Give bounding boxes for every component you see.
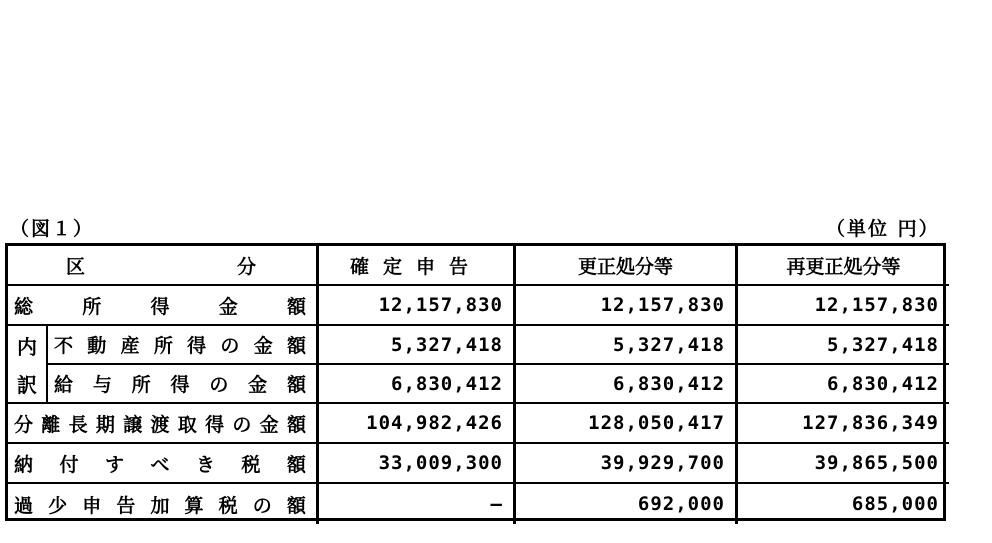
figure-caption: （図１） <box>10 218 95 240</box>
label-char: 額 <box>286 494 306 517</box>
label-char: 税 <box>241 453 261 476</box>
label-char: き <box>195 453 215 476</box>
value-cell: 39,929,700 <box>516 444 738 484</box>
label-char: 得 <box>205 413 225 436</box>
label-char: 得 <box>150 295 170 318</box>
value-cell: 33,009,300 <box>319 444 516 484</box>
value-cell: ― <box>319 484 516 524</box>
value-cell: 12,157,830 <box>738 286 949 326</box>
header-category-char: 区 <box>66 255 86 278</box>
label-char: べ <box>150 453 170 476</box>
row-label-real-estate-income <box>48 326 319 365</box>
label-char: 取 <box>177 413 197 436</box>
row-label-tax-payable <box>8 444 319 484</box>
row-label-salary-income <box>48 365 319 404</box>
value-cell: 12,157,830 <box>319 286 516 326</box>
label-char: 額 <box>286 413 306 436</box>
value-cell: 6,830,412 <box>516 365 738 404</box>
label-char: の <box>209 374 229 396</box>
label-char: 付 <box>59 453 79 476</box>
label-char: 金 <box>259 413 279 436</box>
label-char: 少 <box>48 494 68 517</box>
value-cell: 127,836,349 <box>738 404 949 444</box>
value-cell: 692,000 <box>516 484 738 524</box>
row-label-underpayment-penalty <box>8 484 319 524</box>
income-table <box>5 243 946 521</box>
header-category-char: 分 <box>236 255 256 278</box>
label-char: の <box>220 335 240 357</box>
value-cell: 12,157,830 <box>516 286 738 326</box>
header-saikousei: 再更正処分等 <box>738 246 949 286</box>
value-cell: 5,327,418 <box>319 326 516 365</box>
breakdown-label-top: 内 <box>8 326 48 365</box>
label-char: の <box>252 494 272 517</box>
label-char: 得 <box>170 374 190 396</box>
value-cell: 5,327,418 <box>516 326 738 365</box>
label-char: 長 <box>68 413 88 436</box>
value-cell: 104,982,426 <box>319 404 516 444</box>
label-char: 所 <box>82 295 102 318</box>
row-label-separate-long-term-transfer <box>8 404 319 444</box>
label-char: 譲 <box>123 413 143 436</box>
label-char: 金 <box>253 335 273 357</box>
value-cell: 6,830,412 <box>319 365 516 404</box>
label-char: 所 <box>131 374 151 396</box>
header-kakutei: 確定申告 <box>319 246 516 286</box>
label-char: 所 <box>153 335 173 357</box>
label-char: の <box>232 413 252 436</box>
header-category <box>8 246 319 286</box>
label-char: 与 <box>92 374 112 396</box>
label-char: す <box>104 453 124 476</box>
label-char: 額 <box>286 374 306 396</box>
value-cell: 128,050,417 <box>516 404 738 444</box>
label-char: 税 <box>218 494 238 517</box>
label-char: 分 <box>14 413 34 436</box>
label-char: 額 <box>286 335 306 357</box>
label-char: 動 <box>87 335 107 357</box>
label-char: 額 <box>286 295 306 318</box>
label-char: 得 <box>187 335 207 357</box>
label-char: 過 <box>14 494 34 517</box>
row-label-total-income <box>8 286 319 326</box>
label-char: 不 <box>54 335 74 357</box>
label-char: 加 <box>150 494 170 517</box>
value-cell: 685,000 <box>851 493 939 515</box>
value-cell: 5,327,418 <box>738 326 949 365</box>
label-char: 納 <box>14 453 34 476</box>
label-char: 金 <box>218 295 238 318</box>
label-char: 総 <box>14 295 34 318</box>
breakdown-label-bottom: 訳 <box>8 365 48 404</box>
label-char: 告 <box>116 494 136 517</box>
label-char: 渡 <box>150 413 170 436</box>
label-char: 離 <box>41 413 61 436</box>
label-char: 申 <box>82 494 102 517</box>
unit-caption: （単位 円） <box>826 218 940 240</box>
label-char: 給 <box>54 374 74 396</box>
label-char: 額 <box>286 453 306 476</box>
value-cell: 6,830,412 <box>738 365 949 404</box>
label-char: 産 <box>120 335 140 357</box>
value-cell: 39,865,500 <box>738 444 949 484</box>
label-char: 金 <box>248 374 268 396</box>
label-char: 算 <box>184 494 204 517</box>
header-kousei: 更正処分等 <box>516 246 738 286</box>
label-char: 期 <box>95 413 115 436</box>
